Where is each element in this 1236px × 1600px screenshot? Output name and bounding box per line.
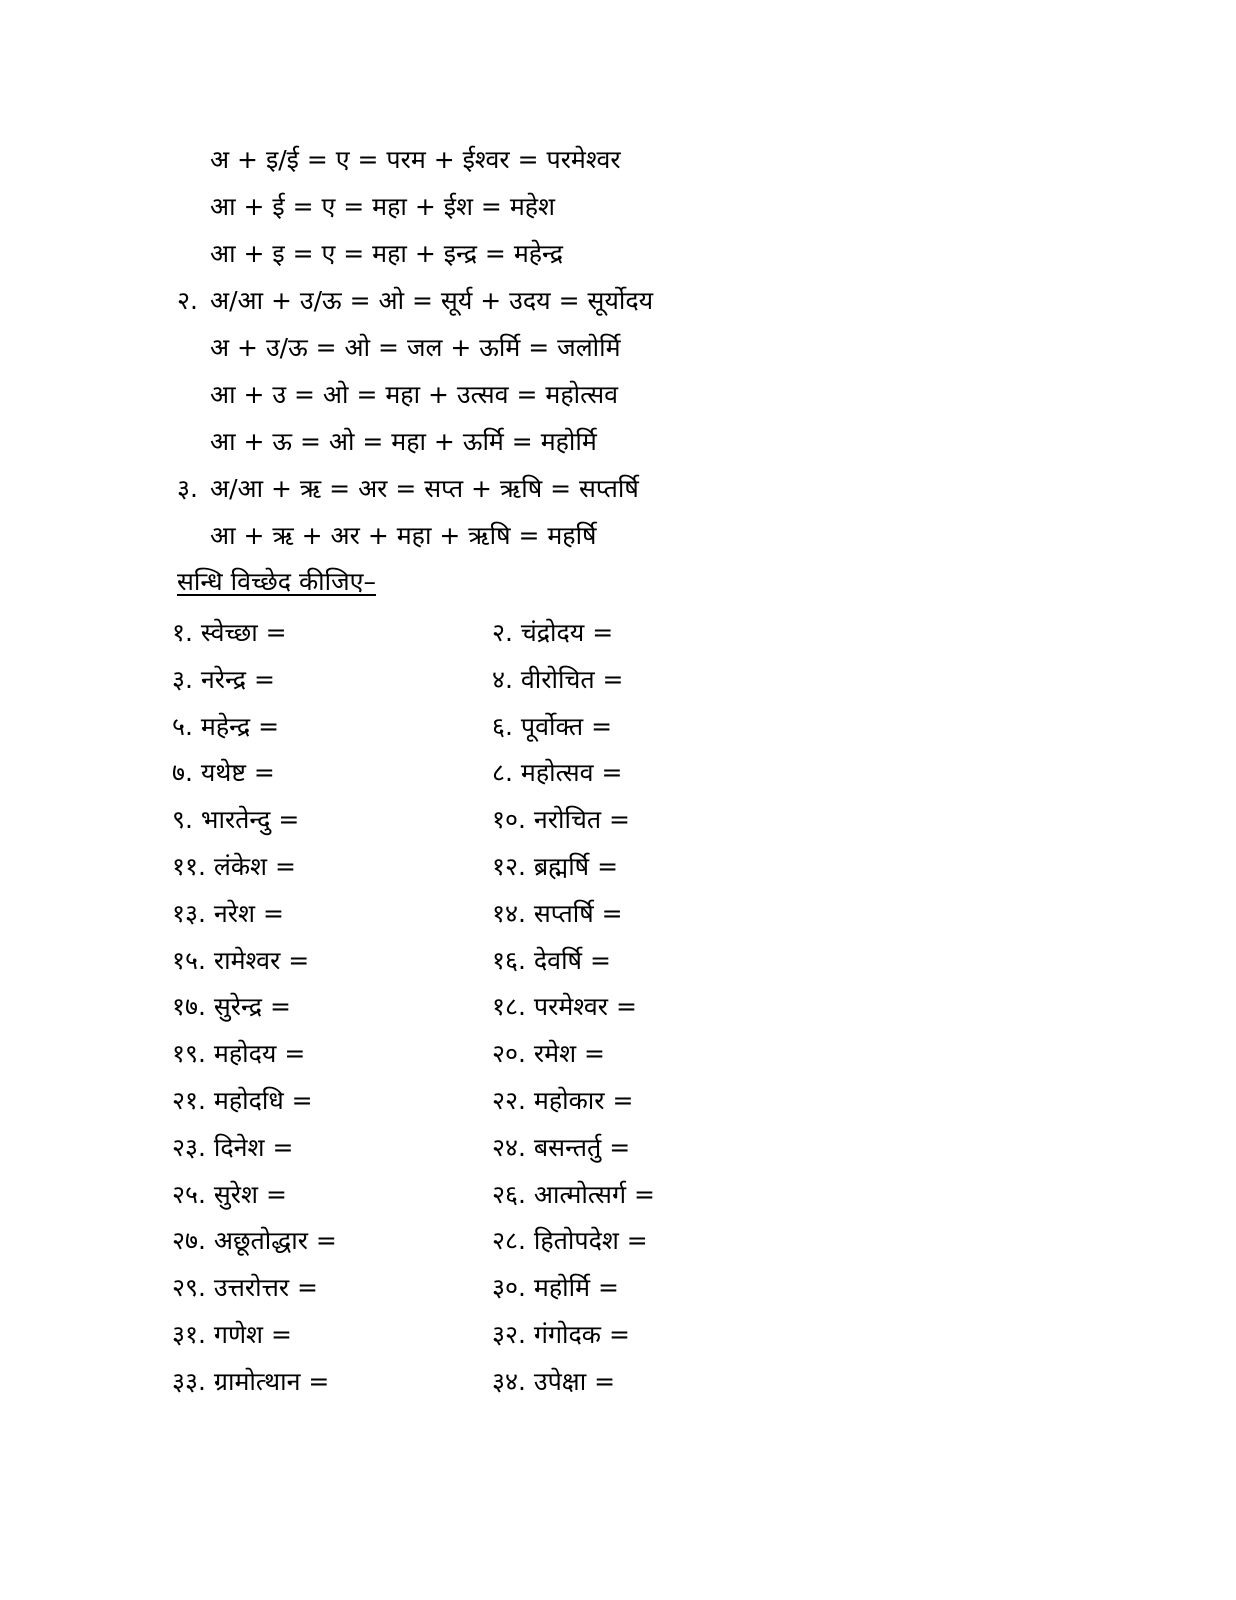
exercise-item-left: १. स्वेच्छा = [172, 618, 287, 647]
rule-text: आ + ई = ए = महा + ईश = महेश [210, 192, 556, 221]
exercise-item-left: ३३. ग्रामोत्थान = [172, 1366, 330, 1396]
exercise-item-right: १०. नरोचित = [492, 805, 630, 835]
exercise-row [172, 1125, 732, 1172]
exercise-item-right: ८. महोत्सव = [492, 758, 623, 788]
rule-text: आ + ऊ = ओ = महा + ऊर्मि = महोर्मि [210, 427, 597, 456]
exercise-row [172, 750, 732, 797]
exercise-row [172, 844, 732, 891]
exercise-item-left: ७. यथेष्ट = [172, 758, 275, 788]
exercise-row [172, 1078, 732, 1125]
exercise-row [172, 1265, 732, 1312]
exercise-item-left: २५. सुरेश = [172, 1179, 287, 1209]
exercise-item-right: ३४. उपेक्षा = [492, 1366, 616, 1396]
rule-text: आ + इ = ए = महा + इन्द्र = महेन्द्र [210, 239, 564, 268]
rule-line [177, 371, 877, 418]
exercise-row [172, 704, 732, 751]
rule-text: अ/आ + ऋ = अर = सप्त + ऋषि = सप्तर्षि [210, 474, 639, 503]
exercise-row [172, 1359, 732, 1406]
exercise-item-right: ३०. महोर्मि = [492, 1273, 619, 1303]
rule-number: ३. [177, 474, 198, 503]
rule-text: अ/आ + उ/ऊ = ओ = सूर्य + उदय = सूर्योदय [210, 286, 654, 315]
rule-line [177, 230, 877, 277]
exercise-item-left: २१. महोदधि = [172, 1085, 313, 1115]
exercise-row [172, 1172, 732, 1219]
rule-line [177, 136, 877, 183]
exercise-item-left: ११. लंकेश = [172, 851, 296, 881]
exercise-item-left: १३. नरेश = [172, 898, 284, 928]
exercise-item-right: १६. देवर्षि = [492, 945, 611, 975]
exercise-row [172, 610, 732, 657]
exercise-list [172, 610, 732, 1406]
exercise-item-left: १५. रामेश्वर = [172, 945, 310, 975]
exercise-item-right: २. चंद्रोदय = [492, 618, 614, 647]
exercise-row [172, 1031, 732, 1078]
rule-line [177, 183, 877, 230]
rule-text: अ + उ/ऊ = ओ = जल + ऊर्मि = जलोर्मि [210, 333, 621, 362]
exercise-item-right: ६. पूर्वोक्त = [492, 711, 613, 741]
exercise-item-right: २८. हितोपदेश = [492, 1226, 648, 1256]
exercise-item-left: ९. भारतेन्दु = [172, 805, 300, 835]
exercise-item-left: ३. नरेन्द्र = [172, 664, 275, 694]
rule-line [177, 324, 877, 371]
exercise-row [172, 797, 732, 844]
rule-text: आ + ऋ + अर + महा + ऋषि = महर्षि [210, 521, 597, 550]
sandhi-rules-list [177, 136, 877, 559]
exercise-row [172, 1312, 732, 1359]
exercise-item-right: ४. वीरोचित = [492, 664, 624, 694]
exercise-item-right: २०. रमेश = [492, 1039, 605, 1069]
exercise-row [172, 891, 732, 938]
exercise-item-left: २९. उत्तरोत्तर = [172, 1273, 318, 1303]
exercise-row [172, 1218, 732, 1265]
exercise-heading: सन्धि विच्छेद कीजिए– [177, 567, 376, 596]
exercise-row [172, 938, 732, 985]
exercise-item-left: १७. सुरेन्द्र = [172, 992, 291, 1022]
exercise-item-right: २६. आत्मोत्सर्ग = [492, 1179, 655, 1209]
rule-line [177, 418, 877, 465]
exercise-item-right: २४. बसन्तर्तु = [492, 1132, 631, 1162]
exercise-item-right: १८. परमेश्वर = [492, 992, 637, 1022]
exercise-row [172, 657, 732, 704]
rule-line [177, 512, 877, 559]
rule-text: आ + उ = ओ = महा + उत्सव = महोत्सव [210, 380, 619, 409]
rule-number: २. [177, 286, 198, 315]
exercise-item-left: ३१. गणेश = [172, 1319, 292, 1349]
rule-line [177, 465, 877, 512]
exercise-item-right: ३२. गंगोदक = [492, 1319, 630, 1349]
exercise-item-right: २२. महोकार = [492, 1085, 634, 1115]
exercise-item-left: २३. दिनेश = [172, 1132, 294, 1162]
exercise-row [172, 984, 732, 1031]
rule-line [177, 277, 877, 324]
exercise-item-left: १९. महोदय = [172, 1039, 306, 1069]
rule-text: अ + इ/ई = ए = परम + ईश्वर = परमेश्वर [210, 145, 621, 174]
exercise-item-left: २७. अछूतोद्धार = [172, 1226, 337, 1256]
exercise-item-right: १४. सप्तर्षि = [492, 898, 623, 928]
exercise-item-left: ५. महेन्द्र = [172, 711, 280, 741]
exercise-item-right: १२. ब्रह्मर्षि = [492, 851, 619, 881]
